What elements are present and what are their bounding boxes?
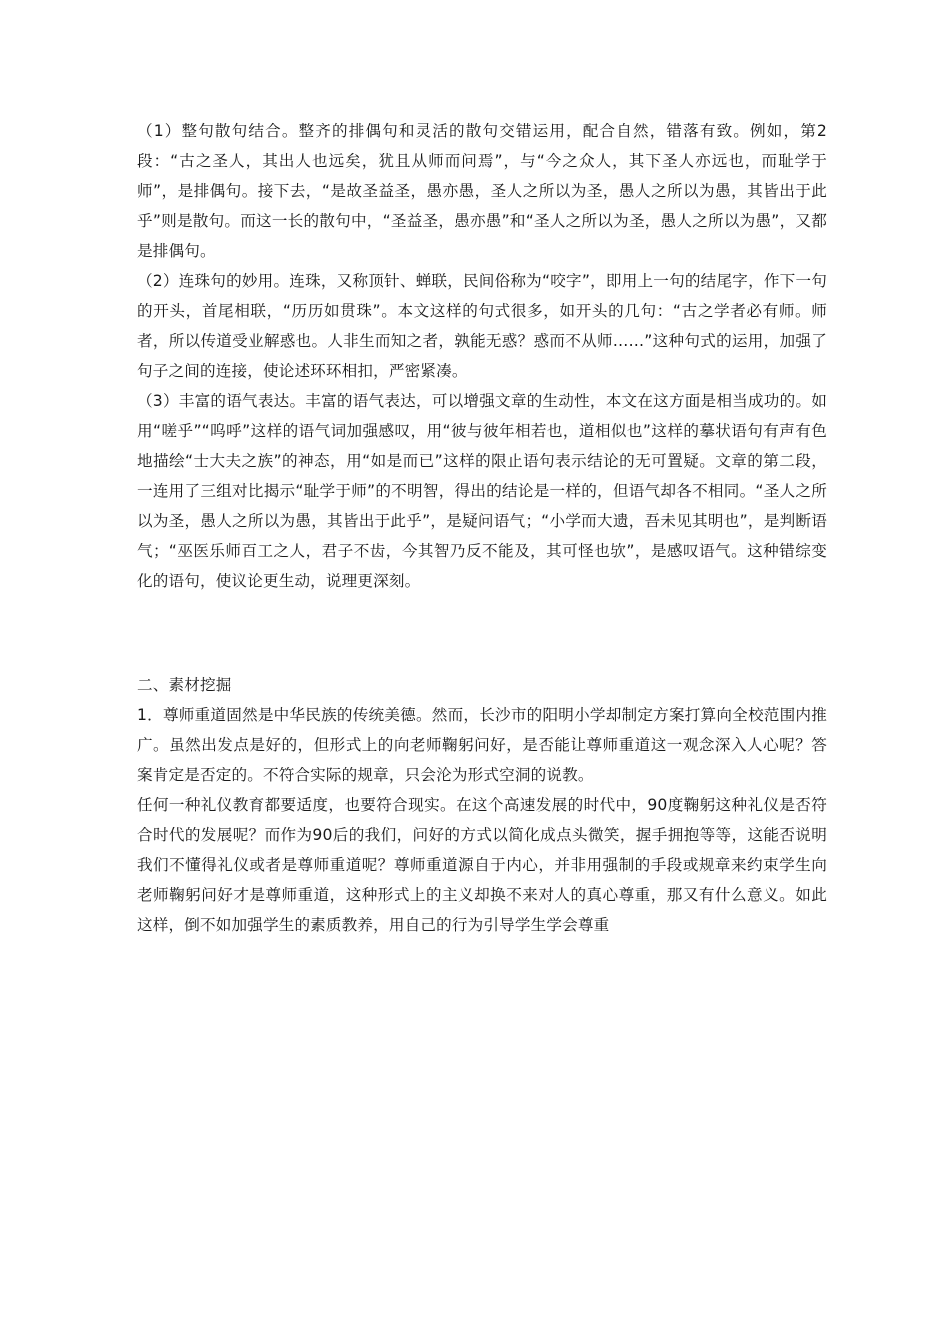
paragraph-tone-expression: （3）丰富的语气表达。丰富的语气表达，可以增强文章的生动性，本文在这方面是相当成功的。如用“嗟乎”“呜呼”这样的语气词加强感叹，用“彼与彼年相若也，道相似也”这样的摹状语句有声有色地描绘“士大夫之族”的神态，用“如是而已”这样的限止语句表示结论的无可置疑。文章的第二段，一连用了三组对比揭示“耻学于师”的不明智，得出的结论是一样的，但语气却各不相同。“圣人之所以为圣，愚人之所以为愚，其皆出于此乎”，是疑问语气；“小学而大遗，吾未见其明也”，是判断语气；“巫医乐师百工之人，君子不齿，今其智乃反不能及，其可怪也欤”，是感叹语气。这种错综变化的语句，使议论更生动，说理更深刻。 [137, 392, 827, 590]
paragraph-material-2: 任何一种礼仪教育都要适度，也要符合现实。在这个高速发展的时代中，90度鞠躬这种礼仪是否符合时代的发展呢？而作为90后的我们，问好的方式以简化成点头微笑，握手拥抱等等，这能否说明我们不懂得礼仪或者是尊师重道呢？尊师重道源自于内心，并非用强制的手段或规章来约束学生向老师鞠躬问好才是尊师重道，这种形式上的主义却换不来对人的真心尊重，那又有什么意义。如此这样，倒不如加强学生的素质教养，用自己的行为引导学生学会尊重 [137, 796, 827, 934]
paragraph-material-1: 1．尊师重道固然是中华民族的传统美德。然而，长沙市的阳明小学却制定方案打算向全校范围内推广。虽然出发点是好的，但形式上的向老师鞠躬问好，是否能让尊师重道这一观念深入人心呢？答案肯定是否定的。不符合实际的规章，只会沦为形式空洞的说教。 [137, 706, 827, 784]
section-spacer [137, 596, 827, 670]
paragraph-chain-sentences: （2）连珠句的妙用。连珠，又称顶针、蝉联，民间俗称为“咬字”，即用上一句的结尾字，作下一句的开头，首尾相联，“历历如贯珠”。本文这样的句式很多，如开头的几句：“古之学者必有师。师者，所以传道受业解惑也。人非生而知之者，孰能无惑？惑而不从师……”这种句式的运用，加强了句子之间的连接，使论述环环相扣，严密紧凑。 [137, 272, 827, 380]
document-body [137, 116, 827, 940]
section-heading: 二、素材挖掘 [137, 676, 232, 694]
paragraph-sentence-patterns: （1）整句散句结合。整齐的排偶句和灵活的散句交错运用，配合自然，错落有致。例如，第2段：“古之圣人，其出人也远矣，犹且从师而问焉”，与“今之众人，其下圣人亦远也，而耻学于师”，是排偶句。接下去，“是故圣益圣，愚亦愚，圣人之所以为圣，愚人之所以为愚，其皆出于此乎”则是散句。而这一长的散句中，“圣益圣，愚亦愚”和“圣人之所以为圣，愚人之所以为愚”，又都是排偶句。 [137, 122, 827, 260]
